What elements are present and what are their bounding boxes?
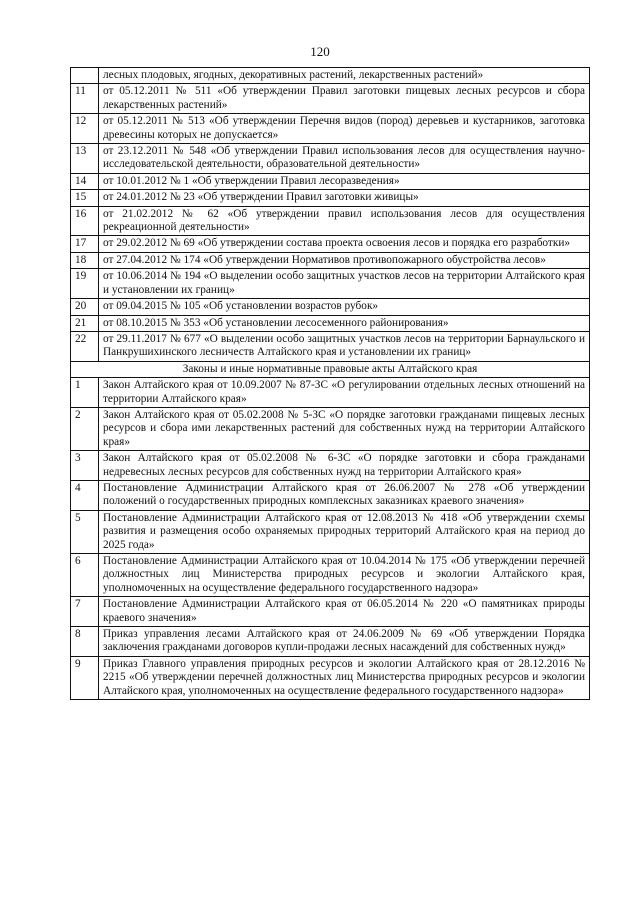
row-number: 7: [71, 597, 99, 627]
table-row: [71, 190, 590, 206]
table-row: [71, 252, 590, 268]
row-text: Постановление Администрации Алтайского края от 10.04.2014 № 175 «Об утверждении перечней должностных лиц Министерства природных ресурсов и экологии Алтайского края, уполномоченных на осуществление федерального государственного надзора»: [99, 554, 590, 597]
table-row: [71, 315, 590, 331]
row-text: Постановление Администрации Алтайского края от 26.06.2007 № 278 «Об утверждении положений о государственных природных комплексных заказниках краевого значения»: [99, 480, 590, 510]
table-row: [71, 510, 590, 553]
table-row: [71, 84, 590, 114]
table-row: [71, 236, 590, 252]
row-text: от 10.01.2012 № 1 «Об утверждении Правил лесоразведения»: [99, 173, 590, 189]
table-row: [71, 144, 590, 174]
section-heading: Законы и иные нормативные правовые акты Алтайского края: [71, 361, 590, 377]
row-number: 22: [71, 331, 99, 361]
row-number: 2: [71, 407, 99, 450]
row-text: Закон Алтайского края от 10.09.2007 № 87-ЗС «О регулировании отдельных лесных отношений на территории Алтайского края»: [99, 378, 590, 408]
row-number: 6: [71, 554, 99, 597]
row-number: 21: [71, 315, 99, 331]
table-row: [71, 299, 590, 315]
table-row: [71, 269, 590, 299]
row-text: от 23.12.2011 № 548 «Об утверждении Правил использования лесов для осуществления научно-исследовательской деятельности, образовательной деятельности»: [99, 144, 590, 174]
row-text: Приказ Главного управления природных ресурсов и экологии Алтайского края от 28.12.2016 № 2215 «Об утверждении перечней должностных лиц Министерства природных ресурсов и экологии Алтайского края, уполномоченных на осуществление федерального государственного надзора»: [99, 656, 590, 699]
row-text: от 21.02.2012 № 62 «Об утверждении правил использования лесов для осуществления рекреационной деятельности»: [99, 206, 590, 236]
table-row: [71, 597, 590, 627]
row-number-cell: [71, 68, 99, 84]
page-number: 120: [310, 44, 330, 59]
row-number: 13: [71, 144, 99, 174]
row-text: от 09.04.2015 № 105 «Об установлении возрастов рубок»: [99, 299, 590, 315]
row-number: 15: [71, 190, 99, 206]
row-number: 16: [71, 206, 99, 236]
row-text: от 29.02.2012 № 69 «Об утверждении состава проекта освоения лесов и порядка его разработки»: [99, 236, 590, 252]
row-number: 14: [71, 173, 99, 189]
row-number: 18: [71, 252, 99, 268]
row-text: Приказ управления лесами Алтайского края от 24.06.2009 № 69 «Об утверждении Порядка заключения гражданами договоров купли-продажи лесных насаждений для собственных нужд»: [99, 627, 590, 657]
row-text: Постановление Администрации Алтайского края от 12.08.2013 № 418 «Об утверждении схемы развития и размещения особо охраняемых природных территорий Алтайского края на период до 2025 года»: [99, 510, 590, 553]
table-row-continuation: [71, 68, 590, 84]
row-number: 20: [71, 299, 99, 315]
legal-acts-table: [70, 67, 590, 700]
row-text-cell: лесных плодовых, ягодных, декоративных растений, лекарственных растений»: [99, 68, 590, 84]
row-text: от 27.04.2012 № 174 «Об утверждении Нормативов противопожарного обустройства лесов»: [99, 252, 590, 268]
table-row: [71, 451, 590, 481]
row-number: 5: [71, 510, 99, 553]
table-row: [71, 173, 590, 189]
table-row: [71, 206, 590, 236]
row-number: 4: [71, 480, 99, 510]
row-text: Постановление Администрации Алтайского края от 06.05.2014 № 220 «О памятниках природы краевого значения»: [99, 597, 590, 627]
row-text: Закон Алтайского края от 05.02.2008 № 5-ЗС «О порядке заготовки гражданами пищевых лесных ресурсов и сбора ими лекарственных растений для собственных нужд на территории Алтайского края»: [99, 407, 590, 450]
row-text: от 08.10.2015 № 353 «Об установлении лесосеменного районирования»: [99, 315, 590, 331]
table-row: [71, 378, 590, 408]
row-text: от 05.12.2011 № 511 «Об утверждении Правил заготовки пищевых лесных ресурсов и сбора лекарственных растений»: [99, 84, 590, 114]
row-text: от 05.12.2011 № 513 «Об утверждении Перечня видов (пород) деревьев и кустарников, заготовка древесины которых не допускается»: [99, 114, 590, 144]
table-row: [71, 627, 590, 657]
table-row: [71, 656, 590, 699]
row-number: 3: [71, 451, 99, 481]
row-text: от 29.11.2017 № 677 «О выделении особо защитных участков лесов на территории Барнаульского и Панкрушихинского лесничеств Алтайского края и установлении их границ»: [99, 331, 590, 361]
table-row: [71, 554, 590, 597]
row-number: 9: [71, 656, 99, 699]
row-text: от 24.01.2012 № 23 «Об утверждении Правил заготовки живицы»: [99, 190, 590, 206]
table-row: [71, 331, 590, 361]
table-row: [71, 407, 590, 450]
row-text: Закон Алтайского края от 05.02.2008 № 6-ЗС «О порядке заготовки и сбора гражданами недревесных лесных ресурсов для собственных нужд на территории Алтайского края»: [99, 451, 590, 481]
row-number: 19: [71, 269, 99, 299]
row-number: 11: [71, 84, 99, 114]
row-text: от 10.06.2014 № 194 «О выделении особо защитных участков лесов на территории Алтайского края и установлении их границ»: [99, 269, 590, 299]
section-heading-row: [71, 361, 590, 377]
table-row: [71, 114, 590, 144]
table-row: [71, 480, 590, 510]
row-number: 17: [71, 236, 99, 252]
row-number: 1: [71, 378, 99, 408]
table-body: [71, 68, 590, 700]
row-number: 8: [71, 627, 99, 657]
row-number: 12: [71, 114, 99, 144]
